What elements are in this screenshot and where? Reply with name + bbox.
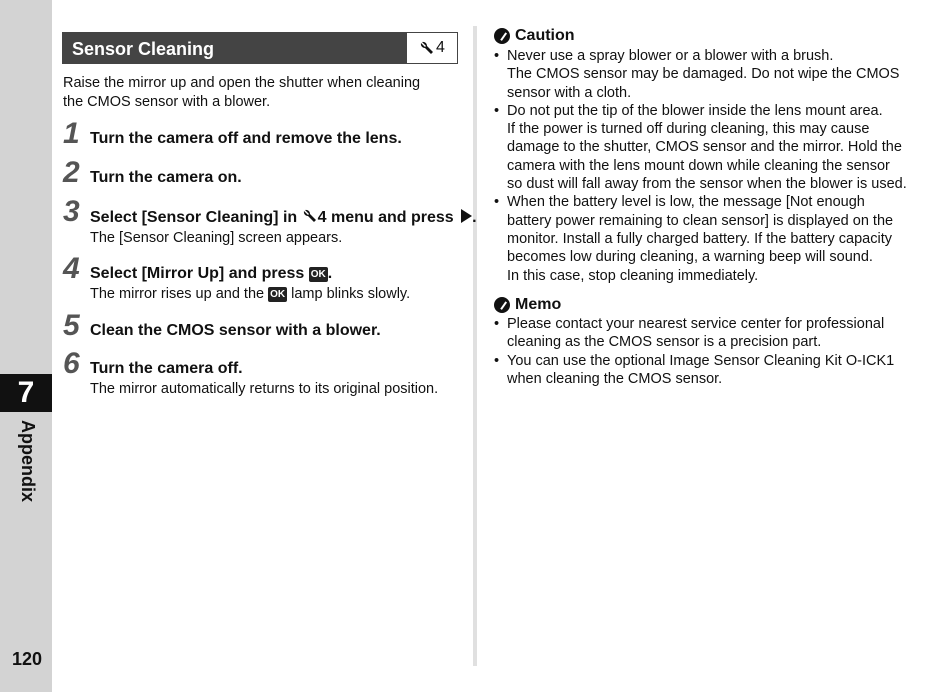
list-item-line: battery power remaining to clean sensor] is displayed on the xyxy=(507,212,894,229)
step-heading: Turn the camera on. xyxy=(90,169,242,186)
list-item xyxy=(494,47,900,102)
section-title: Sensor Cleaning xyxy=(72,39,215,59)
memo-heading xyxy=(494,296,561,314)
list-item-line: sensor with a cloth. xyxy=(507,84,632,101)
memo-list xyxy=(494,315,894,388)
ok-button-icon: OK xyxy=(310,269,326,280)
list-item-line: • When the battery level is low, the message [Not enough xyxy=(507,194,865,211)
play-icon xyxy=(461,209,472,223)
column-divider xyxy=(473,26,477,666)
list-item-line: cleaning as the CMOS sensor is a precision part. xyxy=(507,334,822,351)
intro-text xyxy=(63,74,463,112)
wrench-icon xyxy=(419,40,435,56)
list-item xyxy=(494,193,894,284)
step-description xyxy=(90,286,410,302)
list-item-line: • Do not put the tip of the blower inside the lens mount area. xyxy=(507,102,883,119)
step-heading-end: . xyxy=(472,209,477,226)
step-heading-end: . xyxy=(327,265,333,282)
step-heading-text: Select [Mirror Up] and press xyxy=(90,265,309,282)
section-title-bar xyxy=(62,32,458,64)
caution-list xyxy=(494,47,907,285)
menu-reference xyxy=(407,33,457,63)
list-item xyxy=(494,315,894,352)
step-description-text: lamp blinks slowly. xyxy=(287,286,411,302)
page-number: 120 xyxy=(12,649,43,669)
step-number: 2 xyxy=(63,156,80,189)
step-description: The [Sensor Cleaning] screen appears. xyxy=(90,230,343,246)
step-heading xyxy=(90,265,332,283)
list-item-line: The CMOS sensor may be damaged. Do not wipe the CMOS xyxy=(507,66,900,83)
list-item-line: when cleaning the CMOS sensor. xyxy=(507,370,723,387)
chapter-side-strip xyxy=(0,0,52,692)
step-description: The mirror automatically returns to its original position. xyxy=(90,381,439,397)
caution-heading xyxy=(494,27,575,45)
chapter-label xyxy=(14,420,38,510)
step-number: 6 xyxy=(63,347,80,380)
step-number: 3 xyxy=(63,195,80,228)
chapter-number: 7 xyxy=(0,374,52,412)
list-item-line: damage to the shutter, CMOS sensor and the mirror. Hold the xyxy=(507,139,902,156)
list-item-line: so dust will fall away from the sensor when the blower is used. xyxy=(507,176,907,193)
list-item-line: • You can use the optional Image Sensor Cleaning Kit O-ICK1 xyxy=(507,352,895,369)
list-item-line: • Please contact your nearest service center for professional xyxy=(507,316,885,332)
step-number: 4 xyxy=(63,252,80,285)
list-item-line: In this case, stop cleaning immediately. xyxy=(507,267,759,284)
step-heading-text: menu and press xyxy=(326,209,459,226)
ok-lamp-icon: OK xyxy=(270,289,286,300)
step-description-text: The mirror rises up and the xyxy=(90,286,269,302)
step-heading: Clean the CMOS sensor with a blower. xyxy=(90,322,381,339)
wrench-icon xyxy=(302,208,318,224)
step-number: 1 xyxy=(63,117,80,150)
list-item xyxy=(494,102,907,193)
step-heading-text: Select [Sensor Cleaning] in xyxy=(90,209,302,226)
menu-number: 4 xyxy=(317,209,327,226)
intro-line: the CMOS sensor with a blower. xyxy=(63,94,271,110)
list-item-line: If the power is turned off during cleaning, this may cause xyxy=(507,121,870,138)
list-item-line: • Never use a spray blower or a blower with a brush. xyxy=(507,48,834,64)
caution-icon xyxy=(494,28,510,44)
list-item xyxy=(494,352,894,389)
list-item-line: monitor. Install a fully charged battery. If the battery capacity xyxy=(507,230,892,247)
memo-icon xyxy=(494,297,510,313)
step-heading: Turn the camera off and remove the lens. xyxy=(90,130,402,147)
step-number: 5 xyxy=(63,309,80,342)
caution-title: Caution xyxy=(515,27,575,44)
list-item-line: camera with the lens mount down while cleaning the sensor xyxy=(507,157,890,174)
intro-line: Raise the mirror up and open the shutter when cleaning xyxy=(63,75,421,91)
step-heading xyxy=(90,208,477,227)
menu-reference-number: 4 xyxy=(436,39,445,56)
chapter-label-text: Appendix xyxy=(18,420,38,503)
list-item-line: becomes low during cleaning, a warning beep will sound. xyxy=(507,249,873,266)
memo-title: Memo xyxy=(515,296,562,313)
step-heading: Turn the camera off. xyxy=(90,360,243,377)
